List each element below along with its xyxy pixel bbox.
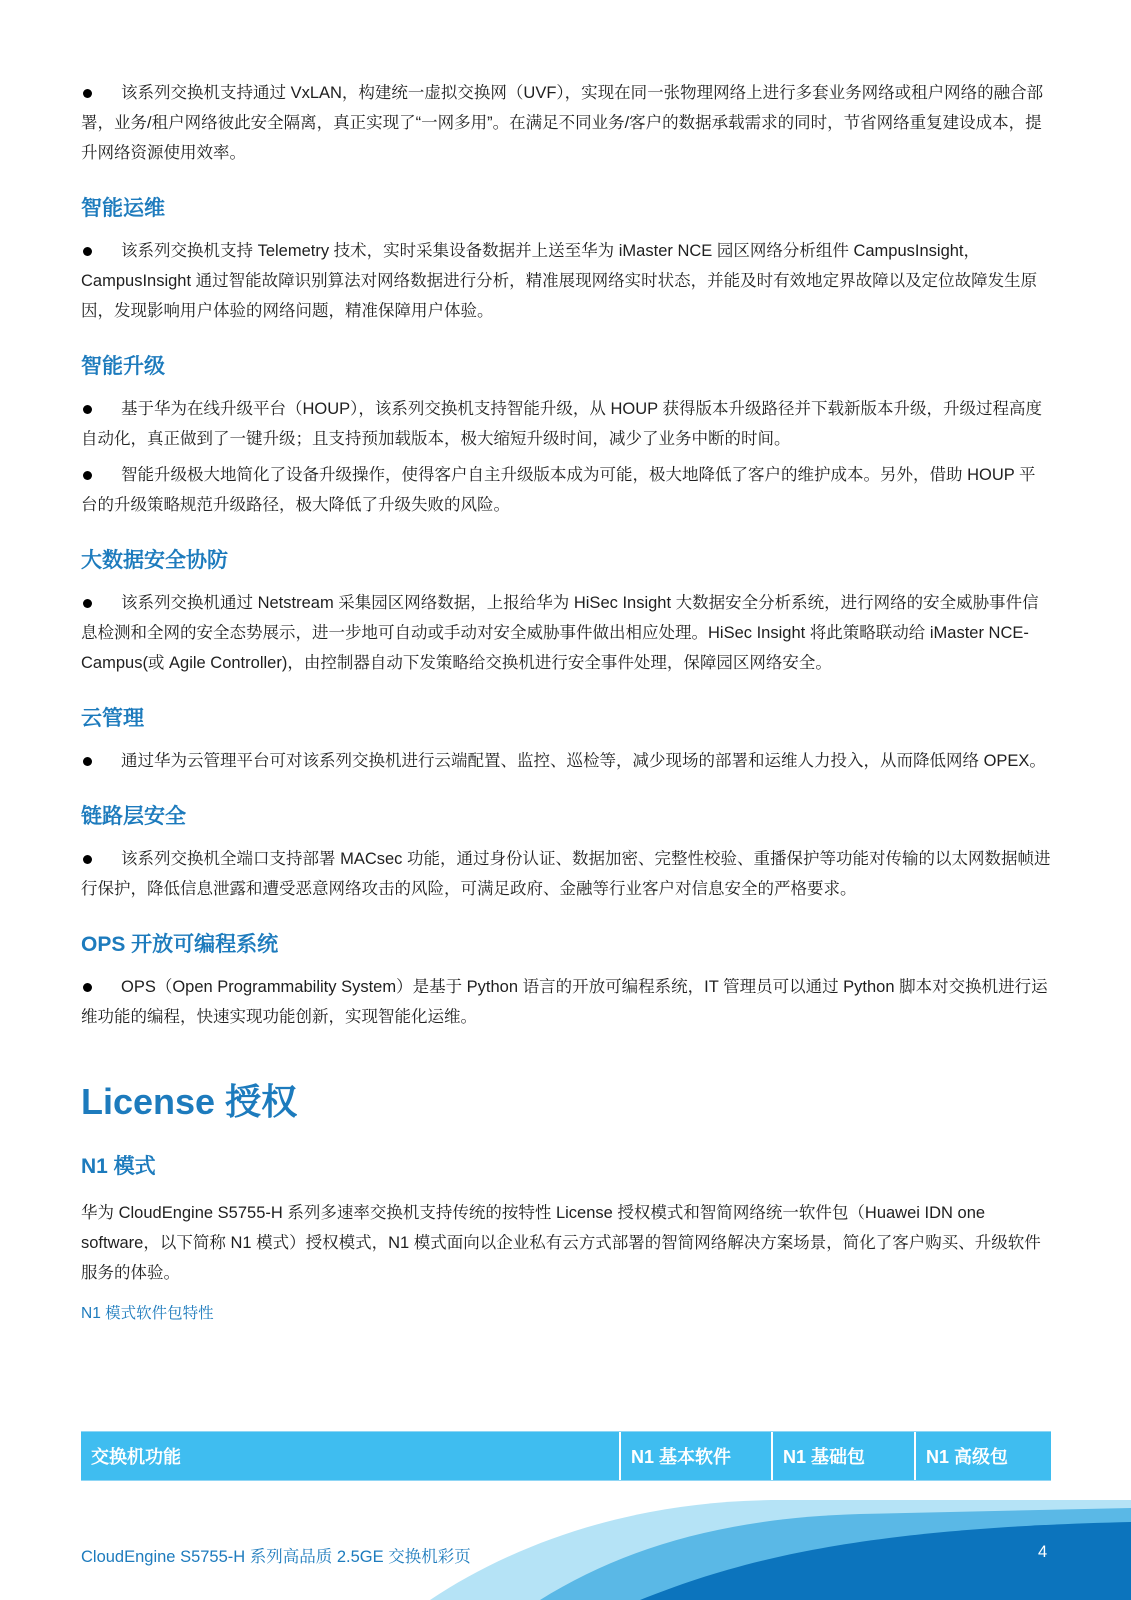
bullet-dot-icon [83, 247, 92, 256]
bullet-text: 基于华为在线升级平台（HOUP），该系列交换机支持智能升级，从 HOUP 获得版本升级路径并下载新版本升级，升级过程高度自动化，真正做到了一键升级；且支持预加载版本，极大缩短升级时间，减少了业务中断的时间。 [81, 400, 1042, 448]
license-heading: License 授权 [81, 1081, 298, 1122]
bullet-cloud-management [81, 746, 1051, 776]
page-content [81, 78, 1051, 1326]
footer-page-number: 4 [1038, 1543, 1048, 1561]
bullet-text: 该系列交换机全端口支持部署 MACsec 功能，通过身份认证、数据加密、完整性校验、重播保护等功能对传输的以太网数据帧进行保护，降低信息泄露和遭受恶意网络攻击的风险，可满足政府、金融等行业客户对信息安全的严格要求。 [81, 850, 1051, 898]
bullet-text: 该系列交换机通过 Netstream 采集园区网络数据，上报给华为 HiSec Insight 大数据安全分析系统，进行网络的安全威胁事件信息检测和全网的安全态势展示，进一步地可自动或手动对安全威胁事件做出相应处理。HiSec Insight 将此策略联动给 iMaster NCE-Campus(或 Agile Controller)，由控制器自动下发策略给交换机进行安全事件处理，保障园区网络安全。 [81, 594, 1039, 672]
table-header-n1-foundation-package: N1 基础包 [773, 1432, 916, 1480]
table-header-n1-basic-software: N1 基本软件 [621, 1432, 773, 1480]
bullet-link-layer-security [81, 844, 1051, 904]
table-header-n1-advanced-package: N1 高级包 [916, 1432, 1051, 1480]
bullet-text: 智能升级极大地简化了设备升级操作，使得客户自主升级版本成为可能，极大地降低了客户的维护成本。另外，借助 HOUP 平台的升级策略规范升级路径，极大降低了升级失败的风险。 [81, 466, 1036, 514]
bullet-text: OPS（Open Programmability System）是基于 Python 语言的开放可编程系统，IT 管理员可以通过 Python 脚本对交换机进行运维功能的编程，快速实现功能创新，实现智能化运维。 [81, 978, 1048, 1026]
bullet-dot-icon [83, 983, 92, 992]
bullet-dot-icon [83, 405, 92, 414]
bullet-smart-upgrade-2 [81, 460, 1051, 520]
bullet-dot-icon [83, 89, 92, 98]
n1-mode-paragraph: 华为 CloudEngine S5755-H 系列多速率交换机支持传统的按特性 License 授权模式和智简网络统一软件包（Huawei IDN one software，以下简称 N1 模式）授权模式，N1 模式面向以企业私有云方式部署的智简网络解决方案场景，简化了客户购买、升级软件服务的体验。 [81, 1204, 1041, 1282]
section-title-smart-upgrade: 智能升级 [81, 355, 165, 378]
section-title-cloud-management: 云管理 [81, 707, 144, 730]
n1-mode-heading: N1 模式 [81, 1155, 156, 1178]
bullet-dot-icon [83, 757, 92, 766]
table-caption: N1 模式软件包特性 [81, 1305, 214, 1322]
bullet-vxlan [81, 78, 1051, 168]
bullet-ops [81, 972, 1051, 1032]
bullet-dot-icon [83, 855, 92, 864]
section-title-big-data-security: 大数据安全协防 [81, 549, 228, 572]
bullet-dot-icon [83, 599, 92, 608]
footer-document-title: CloudEngine S5755-H 系列高品质 2.5GE 交换机彩页 [81, 1548, 471, 1566]
section-title-smart-om: 智能运维 [81, 197, 165, 220]
bullet-text: 通过华为云管理平台可对该系列交换机进行云端配置、监控、巡检等，减少现场的部署和运维人力投入，从而降低网络 OPEX。 [121, 752, 1046, 770]
bullet-smart-om [81, 236, 1051, 326]
bullet-big-data-security [81, 588, 1051, 678]
bullet-text: 该系列交换机支持通过 VxLAN，构建统一虚拟交换网（UVF），实现在同一张物理网络上进行多套业务网络或租户网络的融合部署，业务/租户网络彼此安全隔离，真正实现了“一网多用”。在满足不同业务/客户的数据承载需求的同时，节省网络重复建设成本，提升网络资源使用效率。 [81, 84, 1044, 162]
bullet-text: 该系列交换机支持 Telemetry 技术，实时采集设备数据并上送至华为 iMaster NCE 园区网络分析组件 CampusInsight，CampusInsight 通过智能故障识别算法对网络数据进行分析，精准展现网络实时状态，并能及时有效地定界故障以及定位故障发生原因，发现影响用户体验的网络问题，精准保障用户体验。 [81, 242, 1038, 320]
section-title-link-layer-security: 链路层安全 [81, 805, 186, 828]
section-title-ops: OPS 开放可编程系统 [81, 933, 279, 956]
n1-feature-table-header [81, 1431, 1051, 1481]
bullet-dot-icon [83, 471, 92, 480]
bullet-smart-upgrade-1 [81, 394, 1051, 454]
table-header-switch-function: 交换机功能 [81, 1432, 621, 1480]
